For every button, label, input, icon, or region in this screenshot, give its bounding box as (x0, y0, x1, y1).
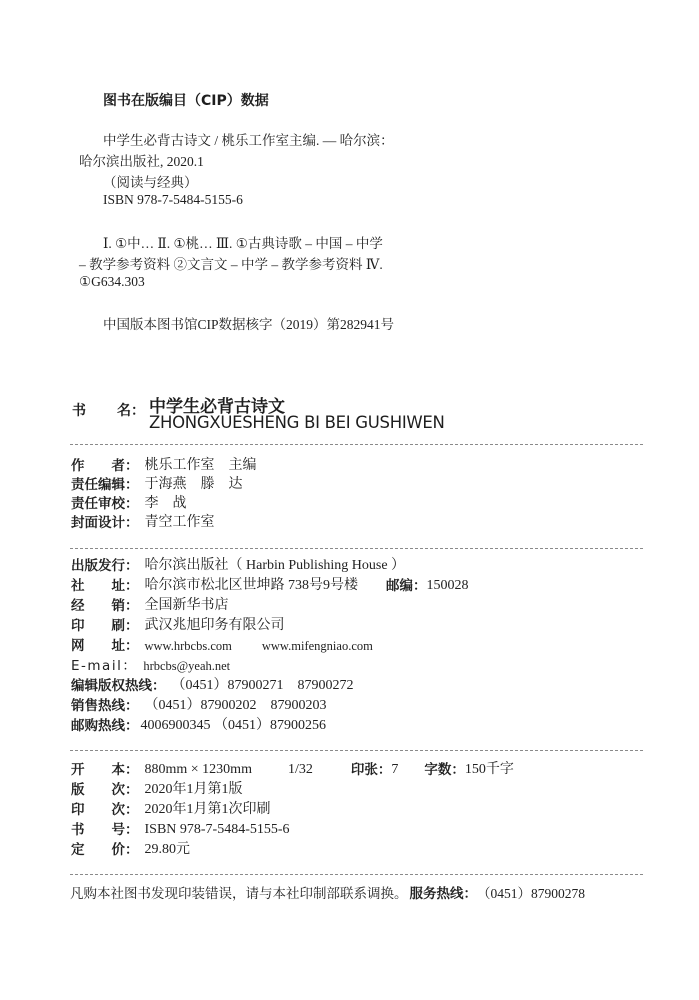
cip-classification-1: Ⅰ. ①中… Ⅱ. ①桃… Ⅲ. ①古典诗歌 – 中国 – 中学 (103, 236, 383, 251)
publisher-distributor-value: 全国新华书店 (144, 598, 229, 613)
title-label-1: 书 (72, 403, 86, 419)
footer-notice-text: 凡购本社图书发现印装错误，请与本社印制部联系调换。 (70, 886, 408, 901)
spec-edition-label: 版 次： (71, 782, 139, 798)
spec-printing (71, 800, 271, 820)
copyright-hotline-label: 编辑版权热线： (71, 678, 166, 694)
spec-price-value: 29.80元 (144, 842, 190, 857)
dashed-divider-4 (70, 874, 643, 875)
publisher-printer-value: 武汉兆旭印务有限公司 (144, 618, 285, 633)
publisher-issuer-label: 出版发行： (71, 558, 139, 574)
postcode-label: 邮编： (386, 578, 427, 594)
credit-cover-design-value: 青空工作室 (144, 515, 215, 530)
publisher-distributor-label: 经 销： (71, 598, 139, 614)
spec-format (71, 760, 514, 780)
book-title-pinyin: ZHONGXUESHENG BI BEI GUSHIWEN (149, 413, 445, 432)
credit-proofreader-label: 责任审校： (71, 496, 139, 512)
cip-line-1: 中学生必背古诗文 / 桃乐工作室主编. — 哈尔滨： (103, 133, 394, 148)
credit-author-label: 作 者： (71, 458, 139, 474)
spec-sheets-value: 7 (391, 762, 399, 777)
title-label-2: 名： (117, 403, 145, 419)
spec-printing-value: 2020年1月第1次印刷 (144, 802, 271, 817)
spec-printing-label: 印 次： (71, 802, 139, 818)
spec-sheets-label: 印张： (350, 762, 392, 778)
website-link-2[interactable]: www.mifengniao.com (261, 639, 373, 653)
dashed-divider-1 (70, 444, 643, 445)
publisher-address (71, 576, 469, 596)
credit-editor-value: 于海燕 滕 达 (144, 477, 243, 492)
cip-classification-2: – 教学参考资料 ②文言文 – 中学 – 教学参考资料 Ⅳ. (79, 257, 383, 272)
credit-cover-design (71, 513, 215, 533)
mail-order-hotline-value: 4006900345 （0451）87900256 (140, 718, 326, 733)
book-title-zh: 中学生必背古诗文 (149, 397, 285, 417)
website-link-1[interactable]: www.hrbcbs.com (144, 639, 232, 653)
publisher-email-label: E-mail： (71, 658, 138, 674)
dashed-divider-3 (70, 750, 643, 751)
copyright-hotline (71, 676, 354, 696)
credit-author (71, 456, 257, 476)
spec-format-fraction: 1/32 (287, 762, 313, 777)
spec-isbn-label: 书 号： (71, 822, 139, 838)
publisher-website-label: 网 址： (71, 638, 139, 654)
spec-format-value: 880mm × 1230mm (144, 762, 252, 777)
publisher-address-value: 哈尔滨市松北区世坤路 738号9号楼 (144, 578, 358, 593)
spec-price (71, 840, 190, 860)
cip-heading: 图书在版编目（CIP）数据 (103, 93, 269, 109)
postcode-value: 150028 (426, 578, 469, 593)
credit-cover-design-label: 封面设计： (71, 515, 139, 531)
publisher-address-label: 社 址： (71, 578, 139, 594)
publisher-distributor (71, 596, 229, 616)
spec-price-label: 定 价： (71, 842, 139, 858)
credit-editor (71, 475, 243, 495)
sales-hotline-value: （0451）87900202 87900203 (144, 698, 327, 713)
cip-classification-3: ①G634.303 (79, 274, 145, 289)
service-hotline-label: 服务热线： (409, 886, 477, 902)
cip-line-4: ISBN 978-7-5484-5155-6 (103, 192, 243, 207)
publisher-email (71, 656, 230, 676)
spec-isbn-value: ISBN 978-7-5484-5155-6 (144, 822, 290, 837)
sales-hotline (71, 696, 327, 716)
publisher-printer-label: 印 刷： (71, 618, 139, 634)
publisher-website (71, 636, 373, 656)
mail-order-hotline (71, 716, 326, 736)
publisher-issuer-value: 哈尔滨出版社（ Harbin Publishing House ） (144, 558, 406, 573)
spec-format-label: 开 本： (71, 762, 139, 778)
spec-words-value: 150千字 (464, 762, 514, 777)
cip-approval: 中国版本图书馆CIP数据核字（2019）第282941号 (103, 317, 395, 332)
spec-isbn (71, 820, 290, 840)
dashed-divider-2 (70, 548, 643, 549)
spec-words-label: 字数： (424, 762, 465, 778)
credit-proofreader-value: 李 战 (144, 496, 187, 511)
footer-notice (70, 884, 585, 904)
email-link[interactable]: hrbcbs@yeah.net (143, 659, 231, 673)
copyright-hotline-value: （0451）87900271 87900272 (171, 678, 354, 693)
credit-editor-label: 责任编辑： (71, 477, 139, 493)
cip-line-3: （阅读与经典） (103, 175, 198, 190)
service-hotline-value: （0451）87900278 (477, 886, 585, 901)
mail-order-hotline-label: 邮购热线： (71, 718, 139, 734)
credit-proofreader (71, 494, 187, 514)
cip-line-2: 哈尔滨出版社, 2020.1 (79, 154, 204, 169)
publisher-issuer (71, 556, 405, 576)
spec-edition-value: 2020年1月第1版 (144, 782, 243, 797)
credit-author-value: 桃乐工作室 主编 (144, 458, 257, 473)
sales-hotline-label: 销售热线： (71, 698, 139, 714)
spec-edition (71, 780, 243, 800)
publisher-printer (71, 616, 285, 636)
